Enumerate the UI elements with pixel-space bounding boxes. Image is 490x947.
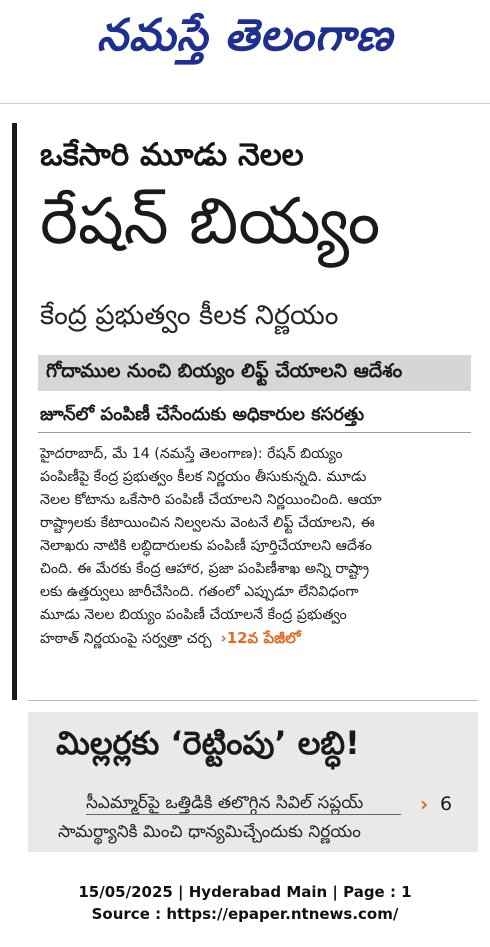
article-body [40, 443, 474, 651]
subhead-divider [38, 432, 471, 433]
body-line: మూడు నెలల బియ్యం పంపిణీ చేయాలనే కేంద్ర ప్రభుత్వం [40, 607, 347, 623]
article-subhead-2: జూన్‌లో పంపిణీ చేసేందుకు అధికారుల కసరత్తు [40, 404, 365, 425]
teaser-arrow-icon: › [420, 792, 429, 816]
teaser-page-link[interactable]: 6 [440, 793, 453, 815]
subhead-band [38, 355, 471, 391]
body-line-last [40, 627, 474, 651]
body-line: నెలాఖరు నాటికి లబ్ధిదారులకు పంపిణీ పూర్తిచేయాలని ఆదేశం [40, 538, 372, 554]
section-divider [28, 700, 478, 701]
body-line: పంపిణీపై కేంద్ర ప్రభుత్వం కీలక నిర్ణయం తీసుకున్నది. మూడు [40, 469, 367, 485]
masthead [0, 0, 490, 92]
teaser-title: మిల్లర్లకు ‘రెట్టింపు’ లబ్ధి! [56, 724, 360, 762]
article-subhead-1: గోదాముల నుంచి బియ్యం లిఫ్ట్ చేయాలని ఆదేశం [46, 360, 403, 382]
article-kicker: ఒకేసారి మూడు నెలల [40, 137, 304, 173]
article-deck: కేంద్ర ప్రభుత్వం కీలక నిర్ణయం [40, 300, 339, 331]
continued-arrow-icon: › [220, 629, 227, 647]
body-line: హైదరాబాద్, మే 14 (నమస్తే తెలంగాణ): రేషన్ బియ్యం [40, 446, 343, 462]
body-line: హఠాత్ నిర్ణయంపై సర్వత్రా చర్చ [40, 631, 212, 647]
body-line: రాష్ట్రాలకు కేటాయించిన నిల్వలను వెంటనే లిఫ్ట్ చేయాలని, ఈ [40, 515, 375, 531]
footer-edition: 15/05/2025 | Hyderabad Main | Page : 1 [78, 883, 412, 901]
article-side-bar [12, 123, 17, 700]
body-line: చింది. ఈ మేరకు కేంద్ర ఆహార, ప్రజా పంపిణీశాఖ అన్ని రాష్ట్రా [40, 561, 370, 577]
masthead-divider [0, 103, 490, 104]
teaser-line-2: సామర్థ్యానికి మించి ధాన్యమిచ్చేందుకు నిర్ణయం [58, 822, 361, 842]
masthead-logo: నమస్తే తెలంగాణ [96, 10, 394, 61]
body-line: లకు ఉత్తర్వులు జారీచేసింది. గతంలో ఎప్పుడూ లేనివిధంగా [40, 584, 359, 600]
teaser-underline [86, 814, 401, 815]
continued-link[interactable]: 12వ పేజీలో [226, 629, 301, 647]
teaser-line-1: సీఎమ్మార్‌పై ఒత్తిడికి తలొగ్గిన సివిల్ సప్లయ్ [86, 793, 364, 813]
article-headline: రేషన్ బియ్యం [40, 185, 381, 259]
footer-source[interactable]: Source : https://epaper.ntnews.com/ [91, 905, 399, 923]
body-line: నెలల కోటాను ఒకేసారి పంపిణీ చేయాలని నిర్ణయించింది. ఆయా [40, 492, 382, 508]
